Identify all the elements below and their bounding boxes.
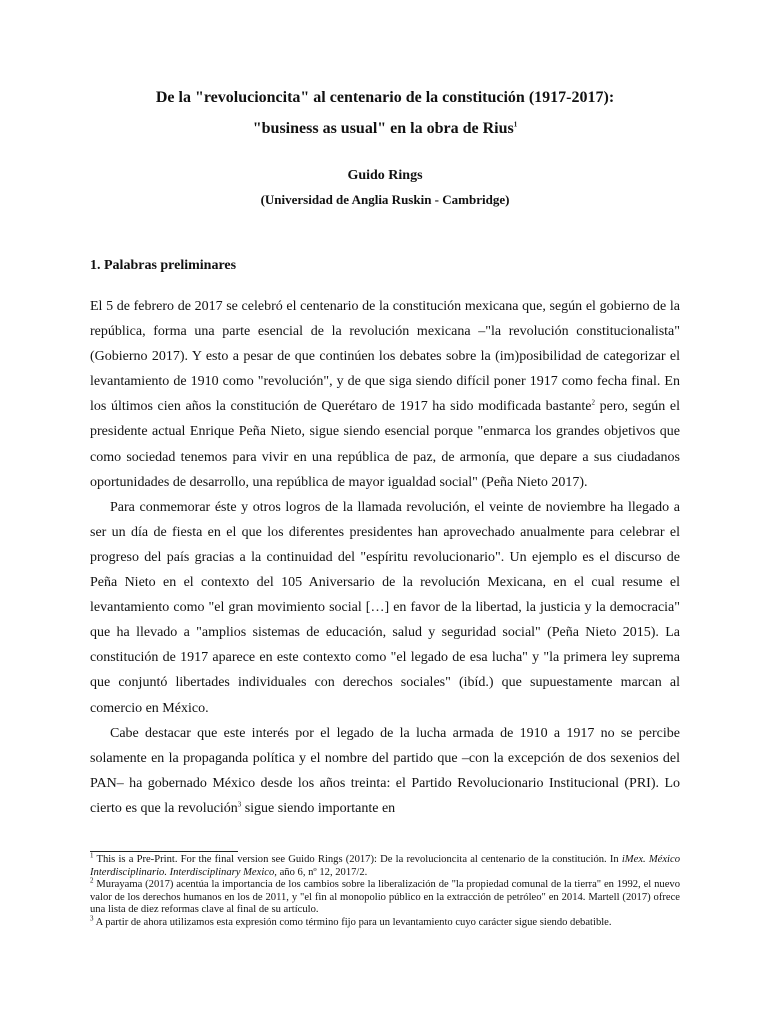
author-name: Guido Rings [347,168,423,183]
footnote-2 [90,876,680,917]
paragraph-3-part-a: Cabe destacar que este interés por el legado de la lucha armada de 1910 a 1917 no se percibe solamente en la propaganda política y el nombre del partido que –con la excepción de dos sexenios del PAN– ha gobernado México desde los años treinta: el Partido Revolucionario Institucional (PRI). Lo cierto es que la revolución [90,725,680,816]
paragraph-1 [90,294,680,495]
footnote-2-text: Murayama (2017) acentúa la importancia de los cambios sobre la liberalización de "la propiedad comunal de la tierra" en 1992, el nuevo valor de los derechos humanos en los de 2011, y "el fin al monopolio público en la extracción de petróleo" en 2014. Martell (2017) ofrece una lista de diez reformas clave al final de su artículo. [90,879,680,915]
body-text [90,294,680,821]
footnote-1-text-b: , año 6, nº 12, 2017/2. [274,866,368,878]
footnote-divider [90,851,238,852]
footnote-3 [90,913,680,930]
author-affiliation: (Universidad de Anglia Ruskin - Cambridge) [260,192,510,207]
footnote-3-text: A partir de ahora utilizamos esta expresión como término fijo para un levantamiento cuyo carácter sigue siendo debatible. [93,916,612,928]
title-line-1: De la "revolucioncita" al centenario de la constitución (1917-2017): [155,89,615,106]
footnote-ref-3[interactable]: 3 [237,800,242,809]
footnote-3-number: 3 [90,913,94,922]
footnotes [90,851,680,929]
section-heading: 1. Palabras preliminares [90,258,237,273]
footnote-ref-1[interactable]: 1 [513,120,518,129]
title-line-2-text: "business as usual" en la obra de Rius [252,120,514,137]
footnote-ref-2[interactable]: 2 [591,398,596,407]
paragraph-2: Para conmemorar éste y otros logros de la llamada revolución, el veinte de noviembre ha llegado a ser un día de fiesta en el que los diferentes presidentes han aprovechado anualmente para celebrar el progreso del país gracias a la continuidad del "espíritu revolucionario". Un ejemplo es el discurso de Peña Nieto en el contexto del 105 Aniversario de la revolución Mexicana, en el cual resume el levantamiento como "el gran movimiento social […] en favor de la libertad, la justicia y la democracia" que ha llevado a "amplios sistemas de educación, salud y seguridad social" (Peña Nieto 2015). La constitución de 1917 aparece en este contexto como "el legado de esa lucha" y "la primera ley suprema que conjuntó libertades individuales con derechos sociales" (ibíd.) que supuestamente marcan al comercio en México. [90,499,680,716]
footnote-2-number: 2 [90,876,94,885]
paragraph-1-part-a: El 5 de febrero de 2017 se celebró el centenario de la constitución mexicana que, según el gobierno de la república, forma una parte esencial de la revolución mexicana –"la revolución constitucionalista" (Gobierno 2017). Y esto a pesar de que continúen los debates sobre la (im)posibilidad de categorizar el levantamiento de 1910 como "revolución", y de que siga siendo difícil poner 1917 como fecha final. En los últimos cien años la constitución de Querétaro de 1917 ha sido modificada bastante [90,299,680,415]
paragraph-1-part-b: pero, según el presidente actual Enrique Peña Nieto, sigue siendo esencial porque "enmarca los grandes objetivos que como sociedad tenemos para vivir en una república de paz, de armonía, que depare a sus ciudadanos oportunidades de desarrollo, una república de mayor igualdad social" (Peña Nieto 2017). [90,399,680,490]
paragraph-3-part-b: sigue siendo importante en [241,800,396,816]
title-line-2 [90,119,680,139]
footnote-1 [90,851,680,879]
footnote-1-number: 1 [90,851,94,860]
footnote-1-text-a: This is a Pre-Print. For the final version see Guido Rings (2017): De la revolucioncita al centenario de la constitución. In [93,854,622,865]
paragraph-3 [90,721,680,821]
footnote-1-journal: iMex. México Interdisciplinario. Interdisciplinary Mexico [90,854,680,878]
